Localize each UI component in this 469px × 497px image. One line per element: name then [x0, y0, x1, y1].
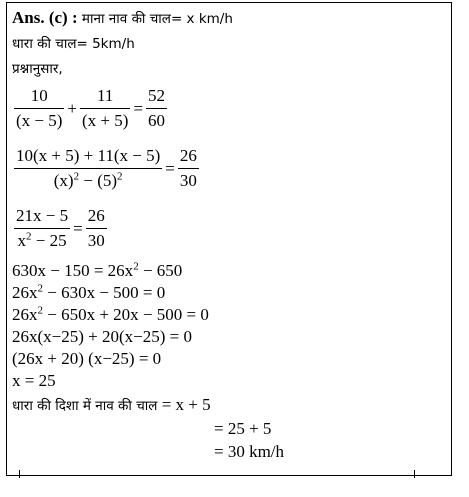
border-tick	[414, 470, 415, 478]
step-exponent: 2	[133, 260, 139, 273]
border-tick	[19, 470, 20, 478]
fraction-3-numerator: 10(x + 5) + 11(x − 5)	[16, 146, 161, 165]
step-line	[12, 261, 182, 281]
per-question-line	[12, 58, 63, 79]
step-text: 26x	[12, 305, 38, 324]
fraction-1	[14, 86, 64, 131]
step-text: x = 25	[12, 371, 56, 390]
plus-sign: +	[67, 98, 78, 118]
den-base: x	[17, 231, 26, 250]
step-text-rest: − 650x + 20x − 500 = 0	[43, 305, 209, 324]
fraction-4	[14, 206, 70, 251]
fraction-rhs-2	[178, 146, 199, 191]
fraction-2-denominator: (x + 5)	[80, 108, 130, 131]
den-term-b-exponent: 2	[117, 170, 123, 183]
per-question-text: प्रश्नानुसार,	[12, 61, 63, 77]
equals-sign: =	[133, 98, 144, 118]
downstream-expr-2: = 25 + 5	[214, 419, 272, 438]
fraction-rhs-2-denominator: 30	[178, 168, 199, 191]
step-line	[12, 349, 161, 369]
fraction-1-denominator: (x − 5)	[14, 108, 64, 131]
step-exponent: 2	[37, 304, 43, 317]
fraction-rhs-1-numerator: 52	[148, 86, 166, 105]
step-text: 26x	[12, 283, 38, 302]
fraction-2-numerator: 11	[97, 86, 114, 105]
den-exponent: 2	[26, 230, 32, 243]
step-text: (26x + 20) (x−25) = 0	[12, 349, 162, 368]
downstream-label: धारा की दिशा में नाव की चाल	[12, 398, 158, 414]
fraction-rhs-3	[86, 206, 107, 251]
answer-label: Ans. (c) :	[12, 8, 78, 27]
step-text: 630x − 150 = 26x	[12, 261, 134, 280]
step-line	[12, 283, 165, 303]
fraction-rhs-3-numerator: 26	[87, 206, 105, 225]
den-term-a: (x)	[53, 171, 74, 190]
den-rest: − 25	[31, 231, 67, 250]
step-text-rest: − 650	[138, 261, 183, 280]
den-term-b: (5)	[97, 171, 118, 190]
fraction-3	[14, 146, 162, 191]
den-minus: −	[79, 171, 98, 190]
den-term-a-exponent: 2	[73, 170, 80, 183]
fraction-4-numerator: 21x − 5	[16, 206, 69, 225]
equation-1	[14, 86, 167, 131]
fraction-1-numerator: 10	[30, 86, 48, 105]
step-line	[12, 371, 56, 391]
downstream-line-3	[214, 442, 284, 462]
fraction-rhs-1-denominator: 60	[146, 108, 167, 131]
equals-sign: =	[73, 218, 83, 238]
fraction-2	[80, 86, 130, 131]
fraction-3-denominator	[14, 168, 162, 191]
stream-speed-text: धारा की चाल= 5km/h	[12, 36, 135, 52]
fraction-4-denominator	[14, 228, 70, 251]
downstream-expr-3: = 30 km/h	[214, 442, 285, 461]
fraction-rhs-3-denominator: 30	[86, 228, 107, 251]
equation-3	[14, 206, 107, 251]
equation-2	[14, 146, 199, 191]
downstream-line-2	[214, 419, 271, 439]
answer-heading	[12, 8, 233, 29]
step-exponent: 2	[37, 282, 43, 295]
step-line	[12, 305, 209, 325]
fraction-rhs-2-numerator: 26	[179, 146, 197, 165]
step-text: 26x(x−25) + 20(x−25) = 0	[12, 327, 192, 346]
answer-intro: माना नाव की चाल= x km/h	[77, 11, 233, 27]
downstream-expr-1: = x + 5	[157, 395, 211, 414]
downstream-line-1	[12, 395, 211, 416]
fraction-rhs-1	[146, 86, 167, 131]
equals-sign: =	[165, 158, 175, 178]
step-line	[12, 327, 192, 347]
step-text-rest: − 630x − 500 = 0	[43, 283, 166, 302]
stream-speed-line	[12, 33, 135, 54]
